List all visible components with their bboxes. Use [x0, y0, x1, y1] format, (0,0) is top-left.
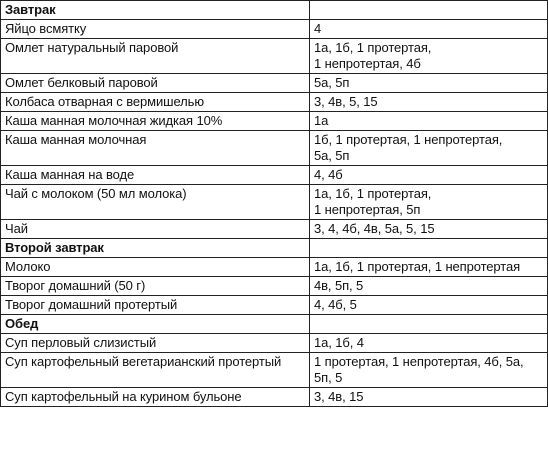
diet-numbers: 1а, 1б, 4 — [310, 334, 548, 353]
table-row — [1, 258, 548, 277]
table-row — [1, 74, 548, 93]
table-row — [1, 277, 548, 296]
diet-numbers: 3, 4, 4б, 4в, 5а, 5, 15 — [310, 220, 548, 239]
table-row — [1, 112, 548, 131]
table-row — [1, 131, 548, 166]
dish-name: Омлет натуральный паровой — [1, 39, 310, 74]
diet-numbers: 3, 4в, 5, 15 — [310, 93, 548, 112]
dish-name: Суп перловый слизистый — [1, 334, 310, 353]
dish-name: Чай с молоком (50 мл молока) — [1, 185, 310, 220]
table-row — [1, 39, 548, 74]
dish-name: Чай — [1, 220, 310, 239]
section-row — [1, 1, 548, 20]
table-row — [1, 388, 548, 407]
table-row — [1, 166, 548, 185]
diet-numbers: 4, 4б, 5 — [310, 296, 548, 315]
diet-table-body — [1, 1, 548, 407]
table-row — [1, 334, 548, 353]
dish-name: Творог домашний (50 г) — [1, 277, 310, 296]
diet-numbers: 4в, 5п, 5 — [310, 277, 548, 296]
diet-numbers: 1б, 1 протертая, 1 непротертая, 5а, 5п — [310, 131, 548, 166]
dish-name: Каша манная на воде — [1, 166, 310, 185]
dish-name: Омлет белковый паровой — [1, 74, 310, 93]
section-empty-cell — [310, 315, 548, 334]
table-row — [1, 93, 548, 112]
table-row — [1, 353, 548, 388]
table-row — [1, 20, 548, 39]
diet-numbers: 1а — [310, 112, 548, 131]
dish-name: Колбаса отварная с вермишелью — [1, 93, 310, 112]
diet-numbers: 4, 4б — [310, 166, 548, 185]
diet-numbers: 4 — [310, 20, 548, 39]
table-row — [1, 220, 548, 239]
diet-numbers: 3, 4в, 15 — [310, 388, 548, 407]
diet-numbers: 1а, 1б, 1 протертая, 1 непротертая, 5п — [310, 185, 548, 220]
table-row — [1, 296, 548, 315]
diet-numbers: 5а, 5п — [310, 74, 548, 93]
section-label: Завтрак — [1, 1, 310, 20]
diet-numbers: 1а, 1б, 1 протертая, 1 непротертая — [310, 258, 548, 277]
dish-name: Молоко — [1, 258, 310, 277]
dish-name: Яйцо всмятку — [1, 20, 310, 39]
dish-name: Каша манная молочная — [1, 131, 310, 166]
diet-numbers: 1а, 1б, 1 протертая, 1 непротертая, 4б — [310, 39, 548, 74]
section-row — [1, 239, 548, 258]
table-row — [1, 185, 548, 220]
section-empty-cell — [310, 1, 548, 20]
diet-numbers: 1 протертая, 1 непротертая, 4б, 5а, 5п, 5 — [310, 353, 548, 388]
section-label: Обед — [1, 315, 310, 334]
dish-name: Творог домашний протертый — [1, 296, 310, 315]
section-label: Второй завтрак — [1, 239, 310, 258]
section-empty-cell — [310, 239, 548, 258]
section-row — [1, 315, 548, 334]
dish-name: Каша манная молочная жидкая 10% — [1, 112, 310, 131]
dish-name: Суп картофельный на курином бульоне — [1, 388, 310, 407]
dish-name: Суп картофельный вегетарианский протертый — [1, 353, 310, 388]
